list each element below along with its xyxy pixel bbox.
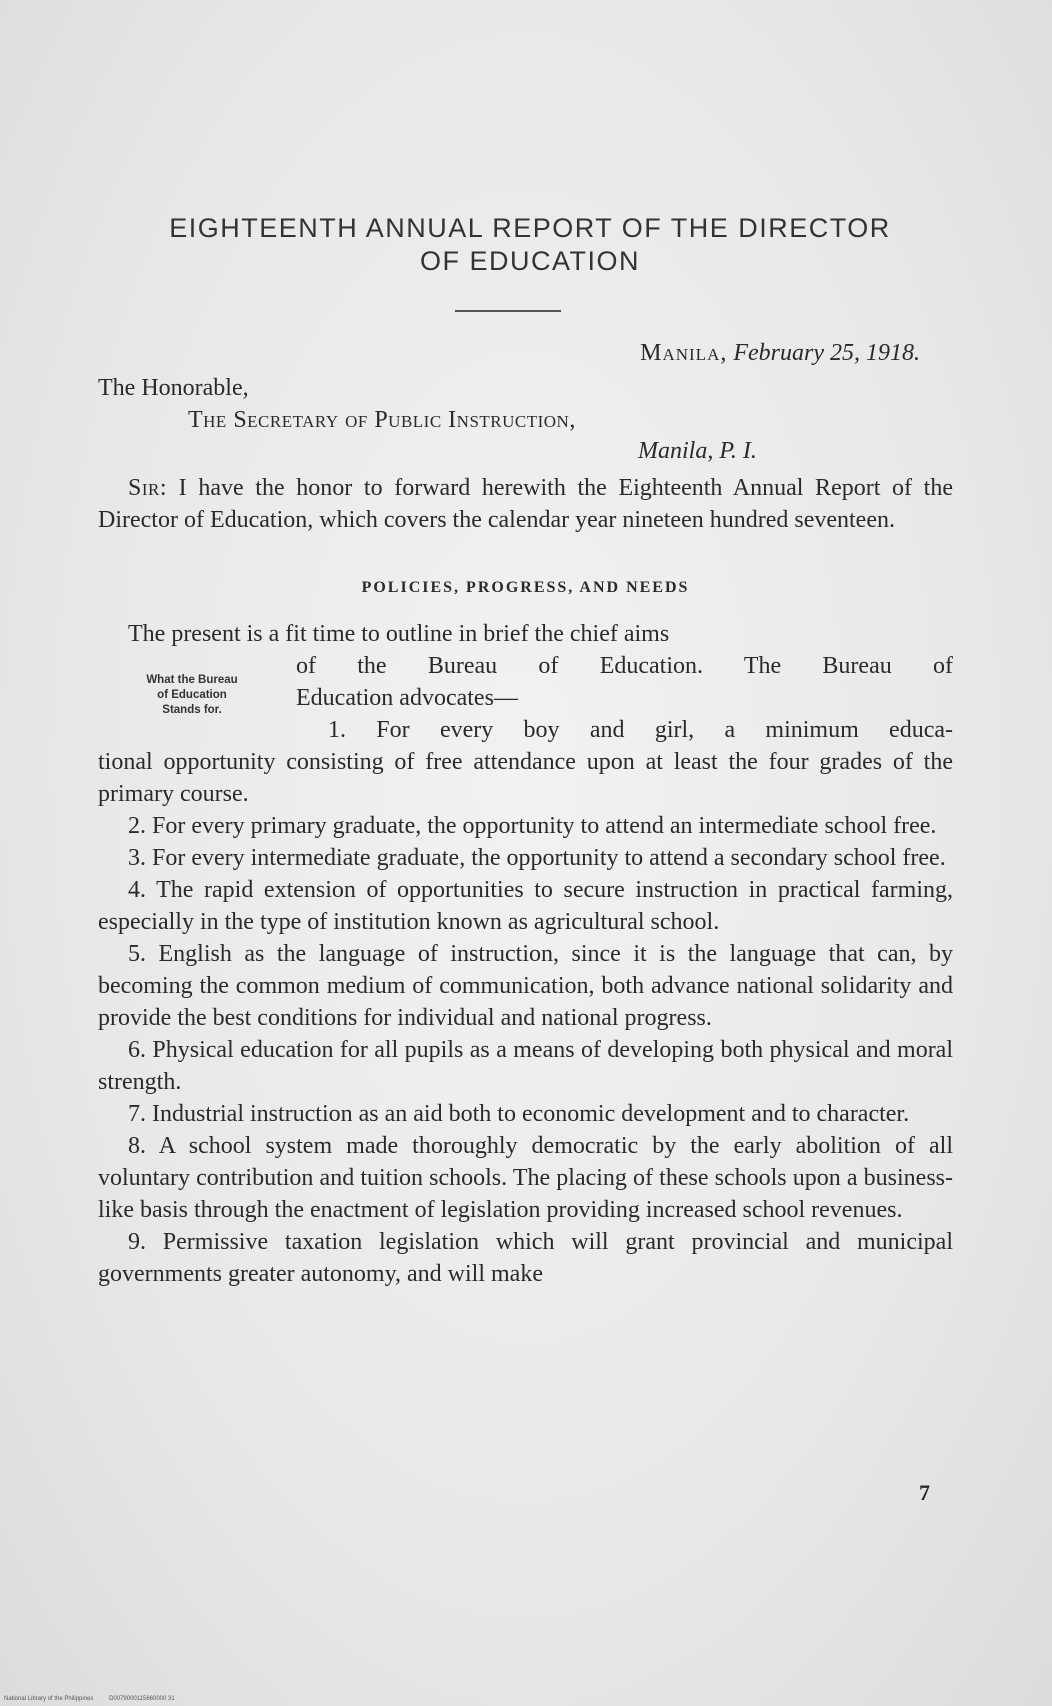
report-title: [90, 212, 970, 278]
salutation-text: I have the honor to forward herewith the Eighteenth Annual Report of the Director of Education, which covers the calendar year nineteen hundred seventeen.: [98, 475, 953, 533]
page-number: 7: [919, 1480, 930, 1505]
address-line-2: The Secretary of Public Instruction,: [188, 407, 576, 433]
list-item: 4. The rapid extension of opportunities to secure instruction in practical farming, especially in the type of institution known as agricultural school.: [98, 877, 953, 935]
title-line-2: OF EDUCATION: [420, 246, 640, 276]
dateline: [640, 340, 920, 367]
intro-line-1: [98, 618, 953, 650]
title-line-1: EIGHTEENTH ANNUAL REPORT OF THE DIRECTOR: [169, 213, 891, 243]
item-1-rest: [98, 746, 953, 810]
section-heading: POLICIES, PROGRESS, AND NEEDS: [361, 579, 690, 596]
item-text: 1. For every boy and girl, a minimum educa-: [328, 717, 953, 743]
list-item: 8. A school system made thoroughly democratic by the early abolition of all voluntary contribution and tuition schools. The placing of these schools upon a business-like basis through the enactment of legislation providing increased school revenues.: [98, 1133, 953, 1223]
intro-text: of the Bureau of Education. The Bureau of: [296, 653, 953, 679]
title-divider: [455, 310, 561, 312]
intro-line-3: [296, 682, 953, 714]
list-item: 7. Industrial instruction as an aid both to economic development and to character.: [128, 1101, 910, 1127]
footer-id: D0079000115660000 31: [109, 1696, 175, 1702]
intro-text: The present is a fit time to outline in brief the chief aims: [128, 621, 670, 647]
intro-text: Education advocates—: [296, 685, 518, 711]
item-text: tional opportunity consisting of free attendance upon at least the four grades of the primary course.: [98, 749, 953, 807]
salutation-paragraph: [98, 472, 953, 536]
margin-note: [112, 673, 272, 718]
margin-note-line: Stands for.: [162, 704, 222, 716]
salutation-sir: Sir:: [128, 475, 168, 501]
scan-footer: [4, 1696, 189, 1702]
list-item: 6. Physical education for all pupils as a means of developing both physical and moral strength.: [98, 1037, 953, 1095]
margin-note-line: of Education: [157, 689, 227, 701]
list-item: 3. For every intermediate graduate, the opportunity to attend a secondary school free.: [128, 845, 946, 871]
address-line-1: The Honorable,: [98, 375, 249, 401]
dateline-date: February 25, 1918.: [733, 340, 920, 366]
item-1-start: [328, 714, 953, 746]
address-line-3: Manila, P. I.: [638, 438, 757, 464]
footer-library: National Library of the Philippines: [4, 1696, 94, 1702]
list-item: 2. For every primary graduate, the opportunity to attend an intermediate school free.: [128, 813, 937, 839]
items-list: [98, 810, 953, 1290]
list-item: 9. Permissive taxation legislation which will grant provincial and municipal governments greater autonomy, and will make: [98, 1229, 953, 1287]
dateline-place: Manila,: [640, 340, 728, 366]
intro-line-2: [296, 650, 953, 682]
margin-note-line: What the Bureau: [146, 674, 238, 686]
list-item: 5. English as the language of instruction, since it is the language that can, by becoming the common medium of communication, both advance national solidarity and provide the best conditions for individual and national progress.: [98, 941, 953, 1031]
